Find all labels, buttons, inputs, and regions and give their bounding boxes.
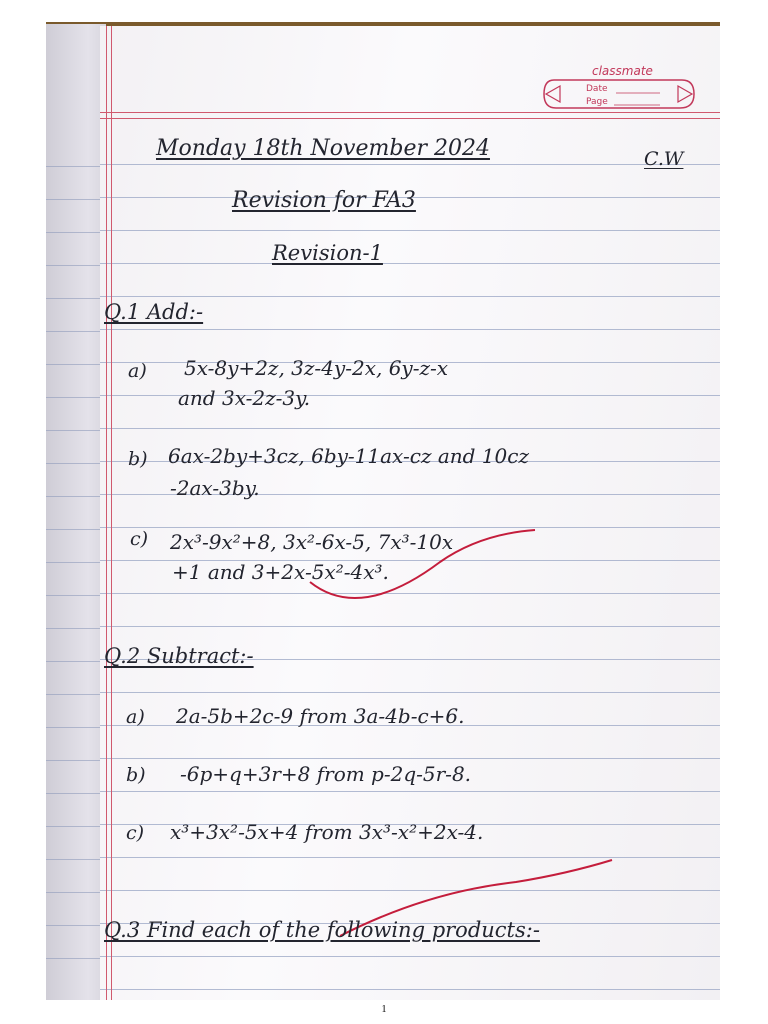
q1-c-label: c)	[130, 528, 149, 550]
page-subtitle: Revision-1	[272, 241, 383, 265]
q2-b-line: -6p+q+3r+8 from p-2q-5r-8.	[180, 762, 472, 786]
q2-heading: Q.2 Subtract:-	[104, 644, 254, 668]
q1-a-label: a)	[128, 360, 147, 382]
margin-line	[106, 26, 107, 1000]
classmate-brand-box	[540, 60, 700, 118]
q1-c-line1: 2x³-9x²+8, 3x²-6x-5, 7x³-10x	[170, 530, 454, 554]
notebook-page	[100, 26, 720, 1000]
page-number: 1	[381, 1004, 387, 1015]
left-notebook-page	[46, 24, 106, 1000]
q2-c-line: x³+3x²-5x+4 from 3x³-x²+2x-4.	[170, 820, 484, 844]
q1-c-line2: +1 and 3+2x-5x²-4x³.	[172, 560, 389, 584]
q1-heading: Q.1 Add:-	[104, 300, 204, 324]
q2-a-line: 2a-5b+2c-9 from 3a-4b-c+6.	[176, 704, 465, 728]
red-check-mark-icon	[300, 522, 540, 612]
q1-b-line2: -2ax-3by.	[170, 476, 260, 500]
q2-b-label: b)	[126, 764, 146, 786]
page-title: Revision for FA3	[232, 188, 416, 213]
notebook-photo	[46, 22, 720, 1000]
q2-a-label: a)	[126, 706, 145, 728]
q1-a-line1: 5x-8y+2z, 3z-4y-2x, 6y-z-x	[184, 356, 449, 380]
brand-date-label: Date	[586, 84, 608, 94]
q1-b-label: b)	[128, 448, 148, 470]
brand-page-label: Page	[586, 97, 608, 107]
q1-a-line2: and 3x-2z-3y.	[178, 386, 311, 410]
q3-heading: Q.3 Find each of the following products:-	[104, 918, 540, 942]
q1-b-line1: 6ax-2by+3cz, 6by-11ax-cz and 10cz	[168, 444, 529, 468]
brand-name: classmate	[592, 64, 653, 78]
date-line: Monday 18th November 2024	[156, 136, 490, 161]
q2-c-label: c)	[126, 822, 145, 844]
classwork-tag: C.W	[644, 148, 684, 170]
